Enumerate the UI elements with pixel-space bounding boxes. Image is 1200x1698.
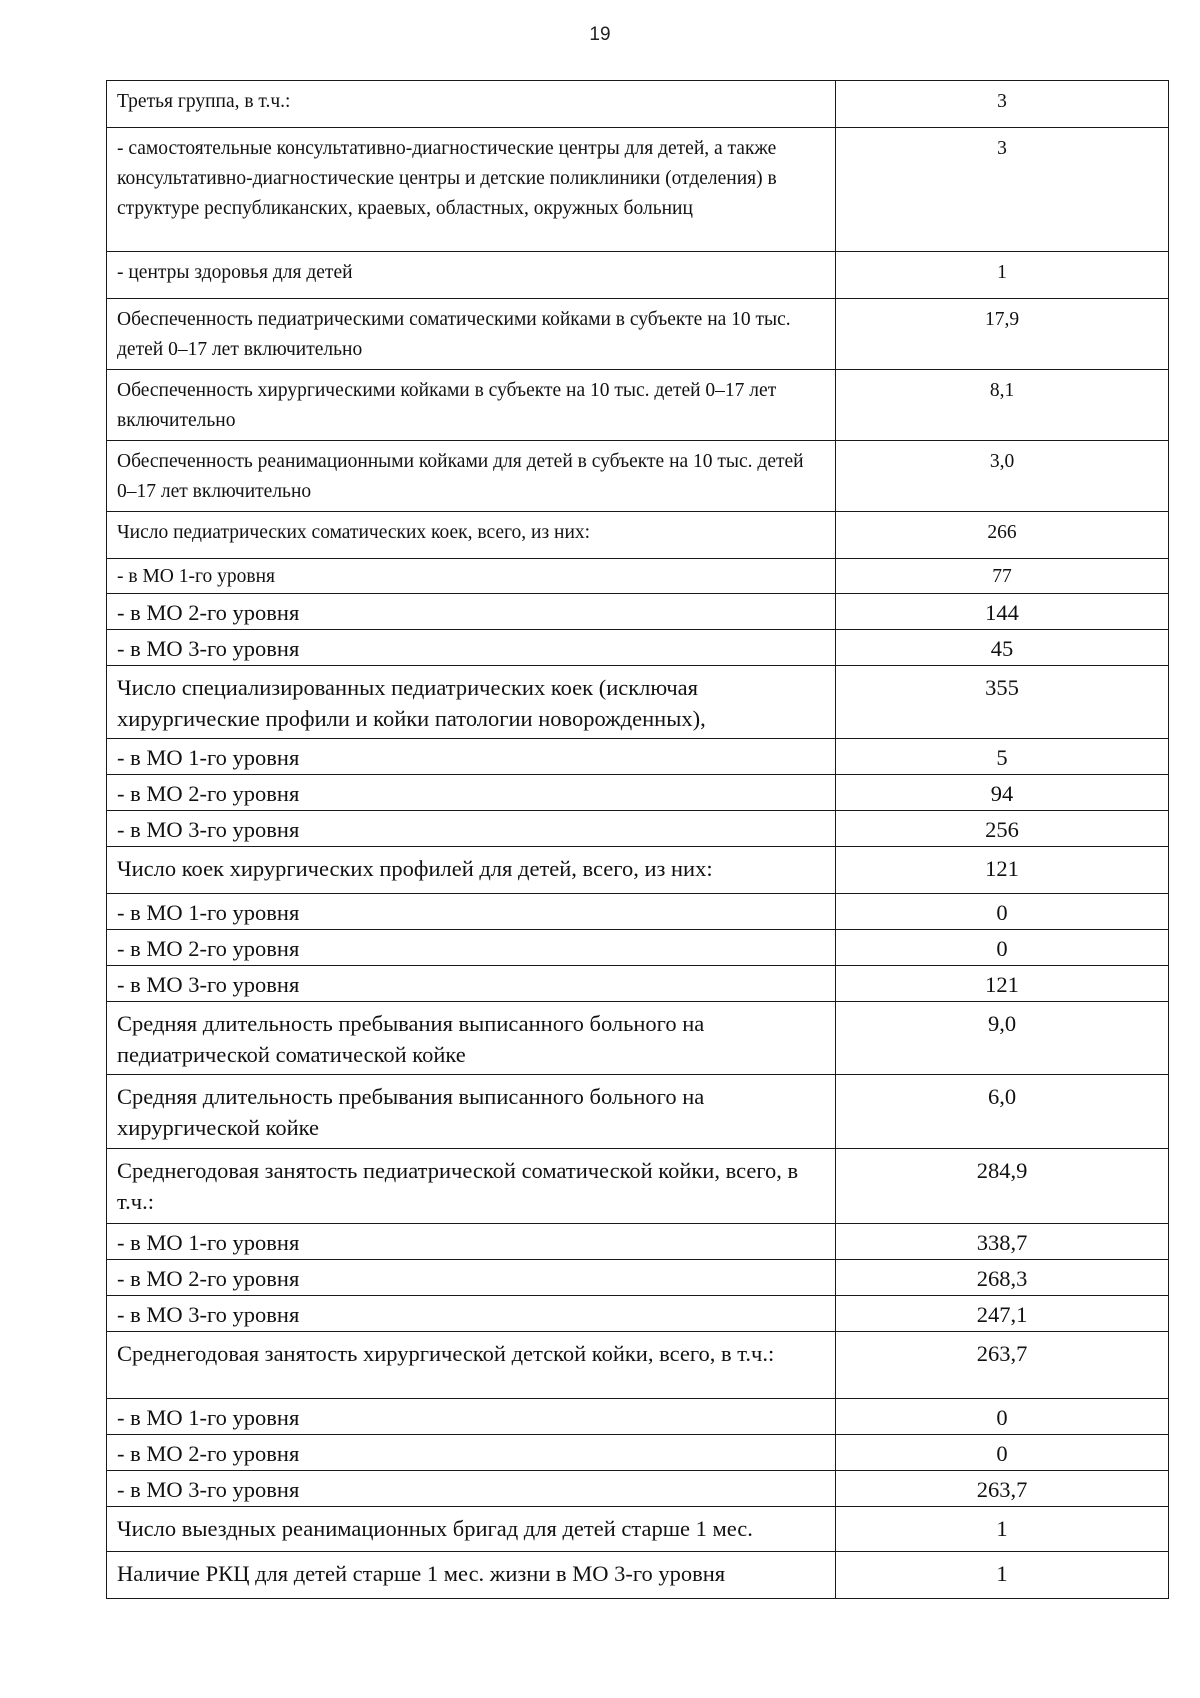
table-row (107, 512, 1169, 559)
table-row (107, 594, 1169, 630)
row-value: 266 (836, 512, 1169, 559)
table-row (107, 1552, 1169, 1599)
row-value: 121 (836, 847, 1169, 894)
data-table (106, 80, 1169, 1599)
row-value: 284,9 (836, 1149, 1169, 1224)
row-label: - в МО 3-го уровня (107, 966, 836, 1002)
table-row (107, 739, 1169, 775)
table-row (107, 1296, 1169, 1332)
table-row (107, 299, 1169, 370)
table-row (107, 1332, 1169, 1399)
row-label: Среднегодовая занятость педиатрической соматической койки, всего, в т.ч.: (107, 1149, 836, 1224)
row-label: Обеспеченность реанимационными койками для детей в субъекте на 10 тыс. детей 0–17 лет включительно (107, 441, 836, 512)
row-value: 263,7 (836, 1332, 1169, 1399)
row-label: - в МО 1-го уровня (107, 1224, 836, 1260)
table-row (107, 1002, 1169, 1075)
row-label: Среднегодовая занятость хирургической детской койки, всего, в т.ч.: (107, 1332, 836, 1399)
row-label: - в МО 3-го уровня (107, 630, 836, 666)
row-label: Число педиатрических соматических коек, всего, из них: (107, 512, 836, 559)
table-row (107, 81, 1169, 128)
row-value: 45 (836, 630, 1169, 666)
row-label: - в МО 3-го уровня (107, 1471, 836, 1507)
table-row (107, 966, 1169, 1002)
row-label: - в МО 1-го уровня (107, 1399, 836, 1435)
row-label: - в МО 2-го уровня (107, 1435, 836, 1471)
table-row (107, 1075, 1169, 1149)
table-row (107, 1260, 1169, 1296)
table-row (107, 128, 1169, 252)
row-value: 0 (836, 930, 1169, 966)
row-value: 263,7 (836, 1471, 1169, 1507)
row-value: 247,1 (836, 1296, 1169, 1332)
table-row (107, 441, 1169, 512)
row-label: - в МО 3-го уровня (107, 1296, 836, 1332)
row-label: Число коек хирургических профилей для детей, всего, из них: (107, 847, 836, 894)
row-value: 1 (836, 252, 1169, 299)
table-row (107, 252, 1169, 299)
row-value: 1 (836, 1507, 1169, 1552)
table-row (107, 1435, 1169, 1471)
table-body (107, 81, 1169, 1599)
row-label: Третья группа, в т.ч.: (107, 81, 836, 128)
row-label: - в МО 1-го уровня (107, 739, 836, 775)
row-value: 256 (836, 811, 1169, 847)
row-label: - самостоятельные консультативно-диагностические центры для детей, а также консультативно-диагностические центры и детские поликлиники (отделения) в структуре республиканских, краевых, областных, окружных больниц (107, 128, 836, 252)
table-row (107, 666, 1169, 739)
row-value: 5 (836, 739, 1169, 775)
row-value: 0 (836, 1435, 1169, 1471)
row-label: - в МО 3-го уровня (107, 811, 836, 847)
row-value: 9,0 (836, 1002, 1169, 1075)
table-row (107, 1507, 1169, 1552)
row-value: 268,3 (836, 1260, 1169, 1296)
row-value: 3 (836, 128, 1169, 252)
page-number: 19 (589, 24, 611, 45)
row-label: - центры здоровья для детей (107, 252, 836, 299)
table-row (107, 1471, 1169, 1507)
table-row (107, 894, 1169, 930)
row-value: 121 (836, 966, 1169, 1002)
row-label: - в МО 1-го уровня (107, 894, 836, 930)
row-value: 0 (836, 1399, 1169, 1435)
row-value: 3,0 (836, 441, 1169, 512)
table-row (107, 811, 1169, 847)
row-label: Наличие РКЦ для детей старше 1 мес. жизни в МО 3-го уровня (107, 1552, 836, 1599)
row-label: - в МО 1-го уровня (107, 559, 836, 594)
table-row (107, 559, 1169, 594)
row-value: 94 (836, 775, 1169, 811)
row-value: 1 (836, 1552, 1169, 1599)
table-row (107, 847, 1169, 894)
row-label: Число специализированных педиатрических коек (исключая хирургические профили и койки патологии новорожденных), (107, 666, 836, 739)
table-row (107, 930, 1169, 966)
table-row (107, 1399, 1169, 1435)
row-value: 8,1 (836, 370, 1169, 441)
table-row (107, 775, 1169, 811)
row-label: Число выездных реанимационных бригад для детей старше 1 мес. (107, 1507, 836, 1552)
row-label: Средняя длительность пребывания выписанного больного на педиатрической соматической койке (107, 1002, 836, 1075)
table-row (107, 1149, 1169, 1224)
table-row (107, 1224, 1169, 1260)
row-value: 77 (836, 559, 1169, 594)
row-value: 17,9 (836, 299, 1169, 370)
row-label: Обеспеченность хирургическими койками в субъекте на 10 тыс. детей 0–17 лет включительно (107, 370, 836, 441)
row-label: - в МО 2-го уровня (107, 1260, 836, 1296)
row-value: 6,0 (836, 1075, 1169, 1149)
row-label: Обеспеченность педиатрическими соматическими койками в субъекте на 10 тыс. детей 0–17 лет включительно (107, 299, 836, 370)
row-value: 338,7 (836, 1224, 1169, 1260)
row-label: Средняя длительность пребывания выписанного больного на хирургической койке (107, 1075, 836, 1149)
row-label: - в МО 2-го уровня (107, 594, 836, 630)
row-value: 355 (836, 666, 1169, 739)
table-row (107, 370, 1169, 441)
row-label: - в МО 2-го уровня (107, 930, 836, 966)
row-value: 3 (836, 81, 1169, 128)
row-label: - в МО 2-го уровня (107, 775, 836, 811)
row-value: 144 (836, 594, 1169, 630)
row-value: 0 (836, 894, 1169, 930)
table-row (107, 630, 1169, 666)
